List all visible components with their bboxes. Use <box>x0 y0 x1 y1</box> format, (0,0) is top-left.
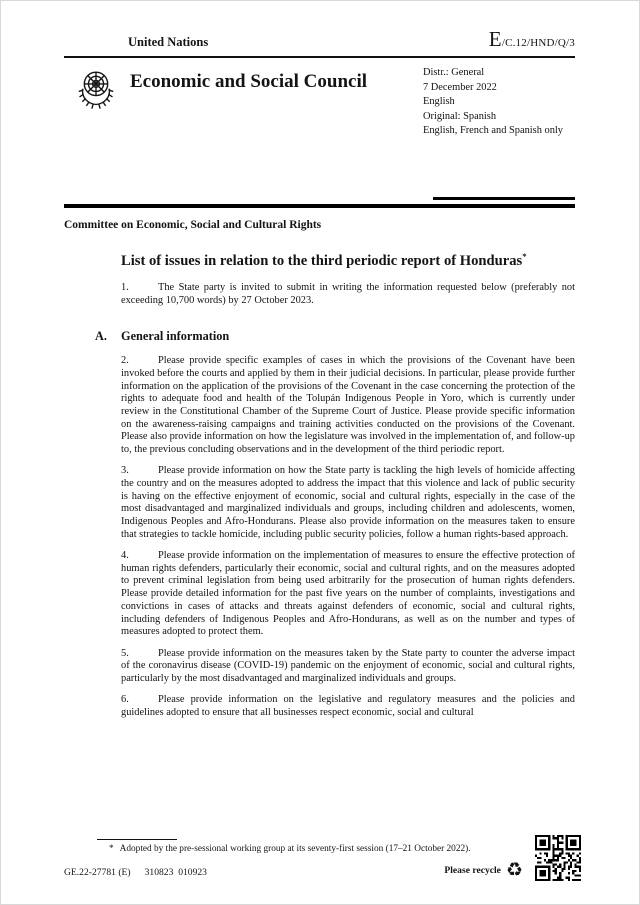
section-title: General information <box>121 329 230 344</box>
document-symbol <box>489 27 575 52</box>
paragraph-number: 5. <box>121 647 129 659</box>
recycle-notice <box>444 861 523 880</box>
date-line: 7 December 2022 <box>423 81 497 93</box>
footnote-text: Adopted by the pre-sessional working group at its seventy-first session (17–21 October 2022). <box>119 843 471 854</box>
paragraph-text: Please provide specific examples of cases in which the provisions of the Covenant have been invoked before the courts and applied by them in their judicial decisions. In particular, please provide further information on the application of the provisions of the Covenant in the case concerning the protection of the rights to adequate food and health of the Tolupán Indigenous People in Yoro, which is currently under review in the Constitutional Chamber of the Supreme Court of Justice. Please provide specific information on the awareness-raising campaigns and training activities conducted on the provisions of the Covenant. Please also provide information on how the legislature was involved in the implementation of, and follow-up to, the previous concluding observations and in the development of the third periodic report. <box>121 355 575 456</box>
document-symbol-letter: E <box>488 27 502 51</box>
paragraph-text: Please provide information on how the State party is tackling the high levels of homicide affecting the country and on the measures adopted to address the impact that this violence and lack of public security is having on the effective enjoyment of economic, social and cultural rights, especially in the case of the most disadvantaged and marginalized individuals and groups, including children and adolescents, women, Indigenous Peoples and Afro-Hondurans. Please also provide information on the measures taken to ensure that strategies to tackle homicide, including public security policies, follow a human rights-based approach. <box>121 465 575 540</box>
masthead-top-row <box>64 27 575 52</box>
paragraph-text: The State party is invited to submit in writing the information requested below (preferably not exceeding 10,700 words) by 27 October 2023. <box>121 281 575 306</box>
full-width-black-bar <box>64 204 575 208</box>
paragraph-1 <box>121 282 575 307</box>
paragraph-number: 4. <box>121 550 129 562</box>
org-name: United Nations <box>128 35 209 49</box>
masthead <box>1 1 639 139</box>
footnote-marker: * <box>109 843 114 854</box>
document-title <box>121 247 551 271</box>
document-title-text: List of issues in relation to the third periodic report of Honduras <box>121 253 523 270</box>
section-letter: A. <box>95 329 107 344</box>
paragraph-text: Please provide information on the implementation of measures to ensure the effective protection of human rights defenders, particularly their economic, social and cultural rights, and on the measures adopted to prevent criminal legislation from being used arbitrarily for the prosecution of human rights defenders. Please provide detailed information for the past five years on the number of complaints, investigations and convictions in cases of attacks and threats against defenders of economic, social and cultural rights, including defenders of Indigenous Peoples and Afro-Hondurans, as well as on the number and types of measures adopted to protect them. <box>121 550 575 638</box>
paragraph-6 <box>121 694 575 719</box>
footnote-separator <box>97 839 177 840</box>
paragraph-3 <box>121 465 575 541</box>
council-title: Economic and Social Council <box>130 71 367 92</box>
ge-number: GE.22-27781 (E) <box>64 867 131 878</box>
original-language-line: Original: Spanish <box>423 110 497 122</box>
recycle-label: Please recycle <box>444 865 501 876</box>
qr-code <box>535 835 581 881</box>
paragraph-number: 2. <box>121 355 129 367</box>
paragraph-text: Please provide information on the legislative and regulatory measures and the policies and guidelines adopted to ensure that all businesses respect economic, social and cultural <box>121 694 575 718</box>
header-divider <box>64 56 575 58</box>
committee-heading: Committee on Economic, Social and Cultural Rights <box>64 219 322 232</box>
footnote <box>97 844 537 856</box>
section-a-heading <box>95 329 575 344</box>
document-symbol-rest: /C.12/HND/Q/3 <box>501 37 575 49</box>
paragraph-text: Please provide information on the measures taken by the State party to counter the adverse impact of the coronavirus disease (COVID-19) pandemic on the enjoyment of economic, social and cultural rights, particularly by the most disadvantaged and marginalized individuals and groups. <box>121 647 575 684</box>
footnote-area <box>97 839 537 856</box>
paragraph-2 <box>121 355 575 457</box>
paragraph-number: 1. <box>121 281 129 293</box>
languages-note-line: English, French and Spanish only <box>423 125 563 137</box>
footer-codes: 310823 010923 <box>144 867 207 878</box>
document-reference <box>64 867 207 878</box>
paragraph-number: 6. <box>121 694 129 706</box>
masthead-main-row <box>64 65 575 139</box>
paragraph-4 <box>121 550 575 639</box>
un-emblem-icon <box>74 65 118 111</box>
language-line: English <box>423 96 455 108</box>
distribution-block <box>423 66 575 139</box>
paragraph-number: 3. <box>121 465 129 477</box>
paragraph-5 <box>121 648 575 686</box>
title-footnote-marker: * <box>522 251 527 262</box>
right-black-bar <box>433 197 575 201</box>
distribution-line: Distr.: General <box>423 67 485 78</box>
recycle-icon: ♻ <box>505 859 523 881</box>
